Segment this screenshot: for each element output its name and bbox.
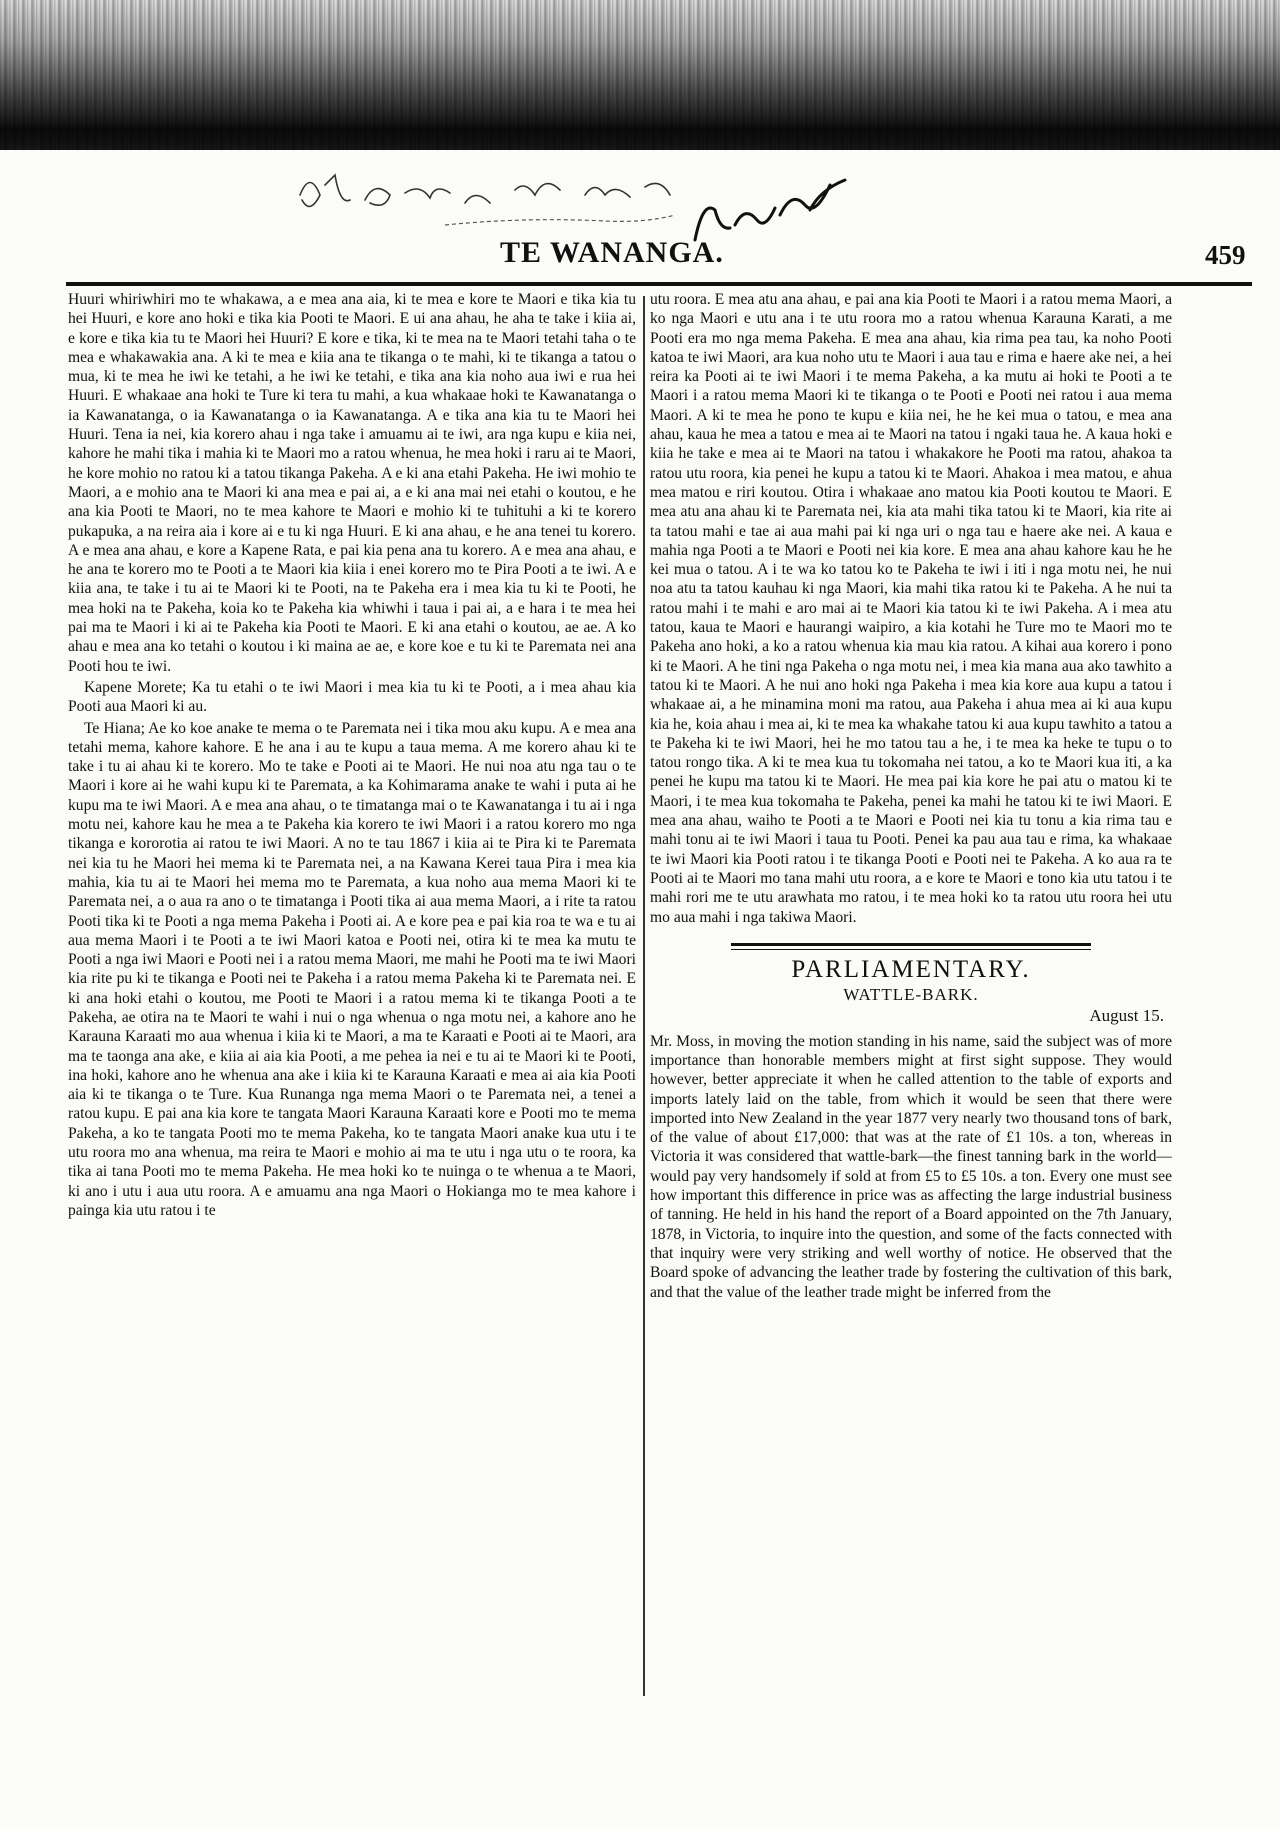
scan-dark-edge	[0, 0, 1280, 150]
masthead-title: TE WANANGA.	[500, 236, 724, 269]
section-heading: PARLIAMENTARY.	[791, 955, 1031, 983]
maori-paragraph: utu roora. E mea atu ana ahau, e pai ana kia Pooti te Maori i a ratou mema Maori, a ko nga Maori e utu ana i te utu roora mo a ratou whenua Karauna Karati, a me Pooti era mo nga mema Pakeha. E mea ana ahau, kia rima pea tau, ka noho Pooti katoa te iwi Maori, ara kua noho utu te Maori i aua tau e rima e haere ake nei, a hei reira ka Pooti ai te iwi Maori i te mema Pakeha, a ka mutu ai hoki te Pooti a te Maori i a ratou mema Maori ki te tikanga o te Pooti e Pooti nei ratou i aua mema Maori. A ki te mea he pono te kupu e kiia nei, he he kei mua o tatou, e mea ana ahau, kaua he mea a tatou e mea ai te Maori na tatou i ngaki taua he. A kaua hoki e kiia he take e mea ai te Maori na tatou i whakakore he Pooti ma ratou, ahakoa ta ratou utu roora, kia penei he kupu a tatou ki te Maori. Ahakoa i mea matou, e ahua mea matou e riri koutou. Otira i whakaae ano matou kia Pooti koutou te Maori. E mea atu ana ahau ki te Paremata nei, kia ata mahi tika tatou ki te Maori, kia rite ai ta tatou mahi e tae ai aua mahi pai ki nga uri o nga tau e haere ake nei. A kaua e mahia nga Pooti a te Maori e Pooti nei kia kore. E mea ana ahau kahore kau he he kei mua o tatou. A i te wa ko tatou ko te Pakeha te iwi i iti i nga motu nei, he nui noa atu ta tatou kauhau ki nga Maori, kia mahi tika ratou ki te Pakeha. A he nui ta ratou mahi i te mahi e aro mai ai te Maori kia tatou ki te iwi Pakeha. A i mea atu tatou, kaua te Maori e haurangi waipiro, a kia kotahi he Ture mo te Maori mo te Pakeha ano hoki, a ko a ratou whenua kia mau kia ratou. A kihai aua korero i pono ki te Maori. A he tini nga Pakeha o nga motu nei, i mea kia mana aua ako tawhito a tatou ki te Maori. A he nui ano hoki nga Pakeha i mea kia kore aua kupu a tatou i whakaae ai, a he minamina moni ma ratou, aua Pakeha i ahua mea ai ki aua kupu kia he, koia ahau i mea ai, ki te mea ka whakahe tatou ki aua kupu tawhito a tatou a te Pakeha ki te iwi Maori, hei he mo tatou tau a he, i te mea ka heke te tupu o to tatou rongo tika. A ki te mea kua tu tokomaha nei tatou, a ko te Maori kua iti, a ka penei he kupu ma tatou ki te Maori. He mea pai kia kore he pai atu o matou ki te Maori, i te mea kua tokomaha te Pakeha, penei ka mahi he tatou ki te iwi Maori. E mea ana ahau, waiho te Pooti a te Maori e Pooti nei kia tu tonu a kia rima tau e mahi tonu ai te iwi Maori i taua tu Pooti. Penei ka pau aua tau e rima, ka whakaae te iwi Maori kia Pooti ratou i te tikanga Pooti e Pooti nei te Pakeha. A ko aua ra te Pooti ai te Maori mo tana mahi utu roora, a e kore te Maori e tono kia utu tatou i te mahi rori me te utu arawhata mo ratou, i te mea hoki ko ta ratou utu roora hei utu mo aua mahi i nga takiwa Maori.	[650, 291, 1172, 926]
date-line: August 15.	[1089, 1006, 1164, 1026]
header-rule	[66, 282, 1252, 286]
section-rule	[731, 943, 1091, 950]
left-column	[68, 290, 636, 1820]
maori-paragraph: Te Hiana; Ae ko koe anake te mema o te Paremata nei i tika mou aku kupu. A e mea ana tetahi mema, kahore kahore. E he ana i au te kupu a taua mema. A me korero ahau ki te take i tu ai ahau ki te korero. Mo te take e Pooti ai te Maori. He nui noa atu nga tau o te Maori i kore ai he wahi kupu ki te Paremata, a ka Kohimarama anake te wahi i puta ai he kupu ma te iwi Maori. A e mea ana ahau, o te timatanga mai o te Kawanatanga i tu ai i nga motu nei, kahore kau he mea a te Pakeha kia korero te iwi Maori i a ratou korero mo nga tikanga e kororotia ai ratou te iwi Maori. A no te tau 1867 i kiia ai te Pira ki te Paremata nei kia tu he Maori hei mema ki te Paremata nei, a na Kawana Kerei taua Pira i mea kia mahia, kia tu ai te Maori hei mema mo te Paremata, a kua noho aua mema Maori ki te Paremata nei, a o aua ra ano o te timatanga i Pooti tika ai aua mema Maori, a i rite ta ratou Pooti tika ki te Pooti a nga mema Pakeha i Pooti ai. A e kore pea e pai kia roa te wa e tu ai aua mema Maori i te Pooti a te iwi Maori katoa e Pooti nei, otira ki te mea ka mutu te Pooti a nga iwi Maori e Pooti nei i a ratou mema Maori, me mahi he Pooti ma te iwi Maori kia rite pu ki te tikanga e Pooti nei te Pakeha i a ratou mema Pakeha ki te Paremata nei. E ki ana hoki etahi o koutou, me Pooti te Maori i a ratou mema ki te tikanga Pooti a te Pakeha, ae otira na te Maori te wahi i nui o nga whenua o nga motu nei, a kahore ano he Karauna Karaati mo aua whenua i kiia ki te Maori, a ma te Karaati e Pooti ai te Maori, ara ma te taonga ana ake, e kiia ai aia kia Pooti, a me pehea ia nei e tu ai te Maori ki te Pooti, ina hoki, kahore ano he whenua ana ake i kiia ki te Karauna Karaati e mea ai aia kia Pooti aia ki te tikanga o te Ture. Kua Runanga nga mema Maori o te Paremata nei, a tenei a ratou kupu. E pai ana kia kore te tangata Maori Karauna Karaati kore e Pooti mo te mema Pakeha, a ko te tangata Pooti mo te mema Pakeha, ko te tangata Maori anake kua utu i te utu roora mo ana whenua, ma reira te Maori e mohio ai ma te utu i nga utu o te roora, ka tika ai tana Pooti mo te mema Pakeha. He mea hoki ko te nuinga o te whenua a te Maori, ki ano i utu i aua utu roora. A e amuamu ana nga Maori o Hokianga mo te mea kahore i painga kia utu ratou i te	[68, 719, 636, 1219]
column-divider	[643, 296, 645, 1696]
sub-heading: WATTLE-BARK.	[843, 985, 979, 1005]
maori-paragraph: Huuri whiriwhiri mo te whakawa, a e mea ana aia, ki te mea e kore te Maori e tika kia tu hei Huuri, e kore ano hoki e tika kia Pooti te Maori. E ui ana ahau, he aha te take i kiia ai, e kore e tika kia tu te Maori hei Huuri? E kore e tika, ki te mea na te Maori tetahi taha o te mea e whakawakia ana. A ki te mea e kiia ana te tikanga o te mahi, ki te tikanga a tatou o mua, ki te mea he iwi ke tetahi, a he iwi ke tetahi, e tika ana kia noho aua iwi e rua hei Huuri. E whakaae ana hoki te Ture ki tera tu mahi, a kua whakaae hoki te Kawanatanga o ia Kawanatanga, o ia Kawanatanga o ia Kawanatanga. A e tika ana kia tu te Maori hei Huuri. Tena ia nei, kia korero ahau i nga take i amuamu ai te iwi, ara nga kupu e kiia nei, kahore he mahi tika i mahia ki te Maori mo a ratou whenua, he mea hoki i raru ai te Maori, he kore mohio no ratou ki a tatou tikanga Pakeha. A e ki ana etahi Pakeha. He iwi mohio te Maori, a e mohio ana te Maori ki ana mea e pai ai, a e ki ana mai nei etahi o koutou, e he ana kia Pooti te Maori, no te mea kahore te Maori e mohio ki te tuhituhi a ki te korero pukapuka, a na reira aia i kore ai e tu ki nga Huuri. E ki ana ahau, e he ana tenei tu korero. A e mea ana ahau, e kore a Kapene Rata, e pai kia pena ana tu korero. A e mea ana ahau, e he ana te korero mo te Pooti a te Maori kia kiia i enei korero mo te Pira Pooti a te iwi. A e kiia ana, te take i tu ai te Maori ki te Pooti, na te Pakeha era i mea kia tu ki te Pooti, he mea hoki na te Pakeha, koia ko te Pakeha kia whiwhi i taua i pai ai, a e hara i te mea hei pai ma te Maori i ki ai te Pakeha kia Pooti te Maori. E ki ana etahi o koutou, ae ae. A ko ahau e mea ana ko tetahi o koutou i ki maina ae ae, e kore koe e tu ki te Paremata nei ana Pooti hou te iwi.	[68, 291, 636, 675]
right-column	[650, 290, 1172, 1810]
english-paragraph: Mr. Moss, in moving the motion standing in his name, said the subject was of more importance than honorable members might at first sight suppose. They would however, better appreciate it when he called attention to the table of exports and imports lately laid on the table, from which it would be seen that there were imported into New Zealand in the year 1877 very nearly two thousand tons of bark, of the value of about £17,000: that was at the rate of £1 10s. a ton, whereas in Victoria it was considered that wattle-bark—the finest tanning bark in the world—would pay very handsomely if sold at from £5 to £5 10s. a ton. Every one must see how important this difference in price was as affecting the large industrial business of tanning. He held in his hand the report of a Board appointed on the 7th January, 1878, in Victoria, to inquire into the question, and some of the facts connected with that inquiry were very striking and well worthy of notice. He observed that the Board spoke of advancing the leather trade by fostering the cultivation of this bark, and that the value of the leather trade might be inferred from the	[650, 1032, 1172, 1301]
page-number: 459	[1205, 240, 1246, 270]
maori-paragraph: Kapene Morete; Ka tu etahi o te iwi Maori i mea kia tu ki te Pooti, a i mea ahau kia Pooti aua Maori ki au.	[68, 678, 636, 716]
